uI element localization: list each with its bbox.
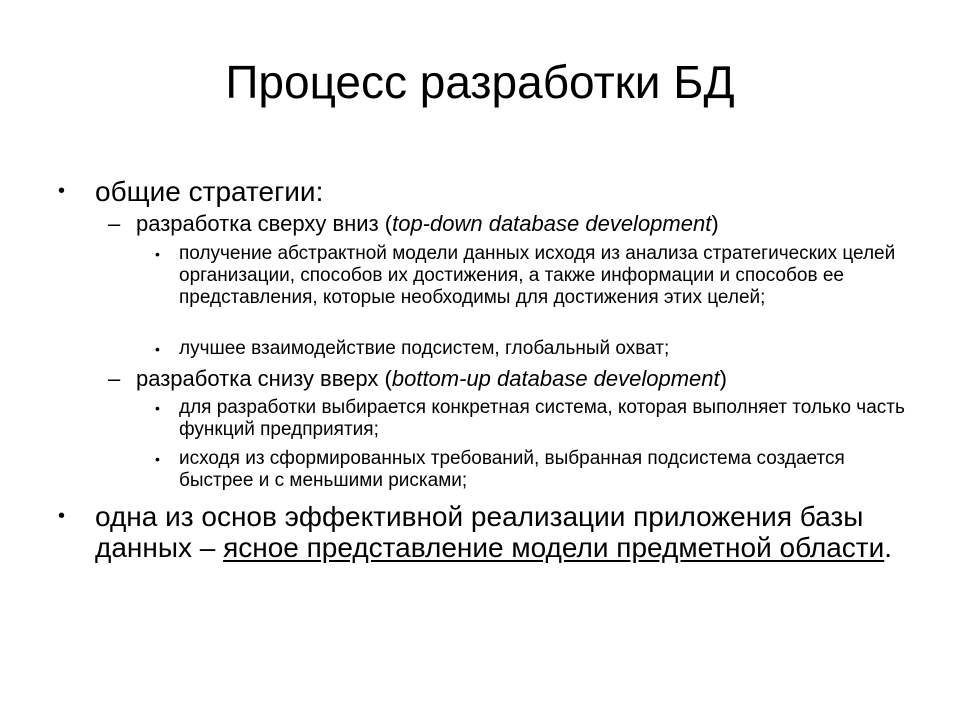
bottom-up-heading <box>136 366 727 392</box>
foundation-period: . <box>884 532 893 563</box>
top-down-point-2: лучшее взаимодействие подсистем, глобальный охват; <box>179 338 670 359</box>
foundation-underlined-text: ясное представление модели предметной области <box>223 532 885 563</box>
top-down-point-1: получение абстрактной модели данных исходя из анализа стратегических целей организации, способов их достижения, а также информации и способов ее представления, которые необходимы для достижения этих целей; <box>179 243 896 308</box>
foundation-text: одна из основ эффективной реализации приложения базы данных – <box>95 501 864 563</box>
bullet-icon: • <box>155 246 160 262</box>
top-down-heading <box>136 211 719 237</box>
bullet-icon: • <box>155 451 160 467</box>
top-down-suffix: ) <box>711 211 719 236</box>
bullet-icon: • <box>58 180 66 202</box>
bottom-up-point-1: для разработки выбирается конкретная система, которая выполняет только часть функций предприятия; <box>179 397 905 440</box>
bottom-up-prefix: разработка снизу вверх ( <box>136 366 392 391</box>
bottom-up-point-2: исходя из сформированных требований, выбранная подсистема создается быстрее и с меньшими рисками; <box>179 448 845 491</box>
dash-icon: – <box>108 366 121 391</box>
bottom-up-term: bottom-up database development <box>391 366 720 391</box>
bottom-up-suffix: ) <box>719 366 727 391</box>
bullet-icon: • <box>155 400 160 416</box>
strategies-heading: общие стратегии: <box>95 176 324 207</box>
dash-icon: – <box>108 211 121 236</box>
foundation-statement <box>95 501 905 563</box>
slide-title: Процесс разработки БД <box>225 56 735 108</box>
bullet-icon: • <box>58 505 66 527</box>
bullet-icon: • <box>155 341 160 357</box>
top-down-prefix: разработка сверху вниз ( <box>136 211 393 236</box>
top-down-term: top-down database development <box>392 211 712 236</box>
